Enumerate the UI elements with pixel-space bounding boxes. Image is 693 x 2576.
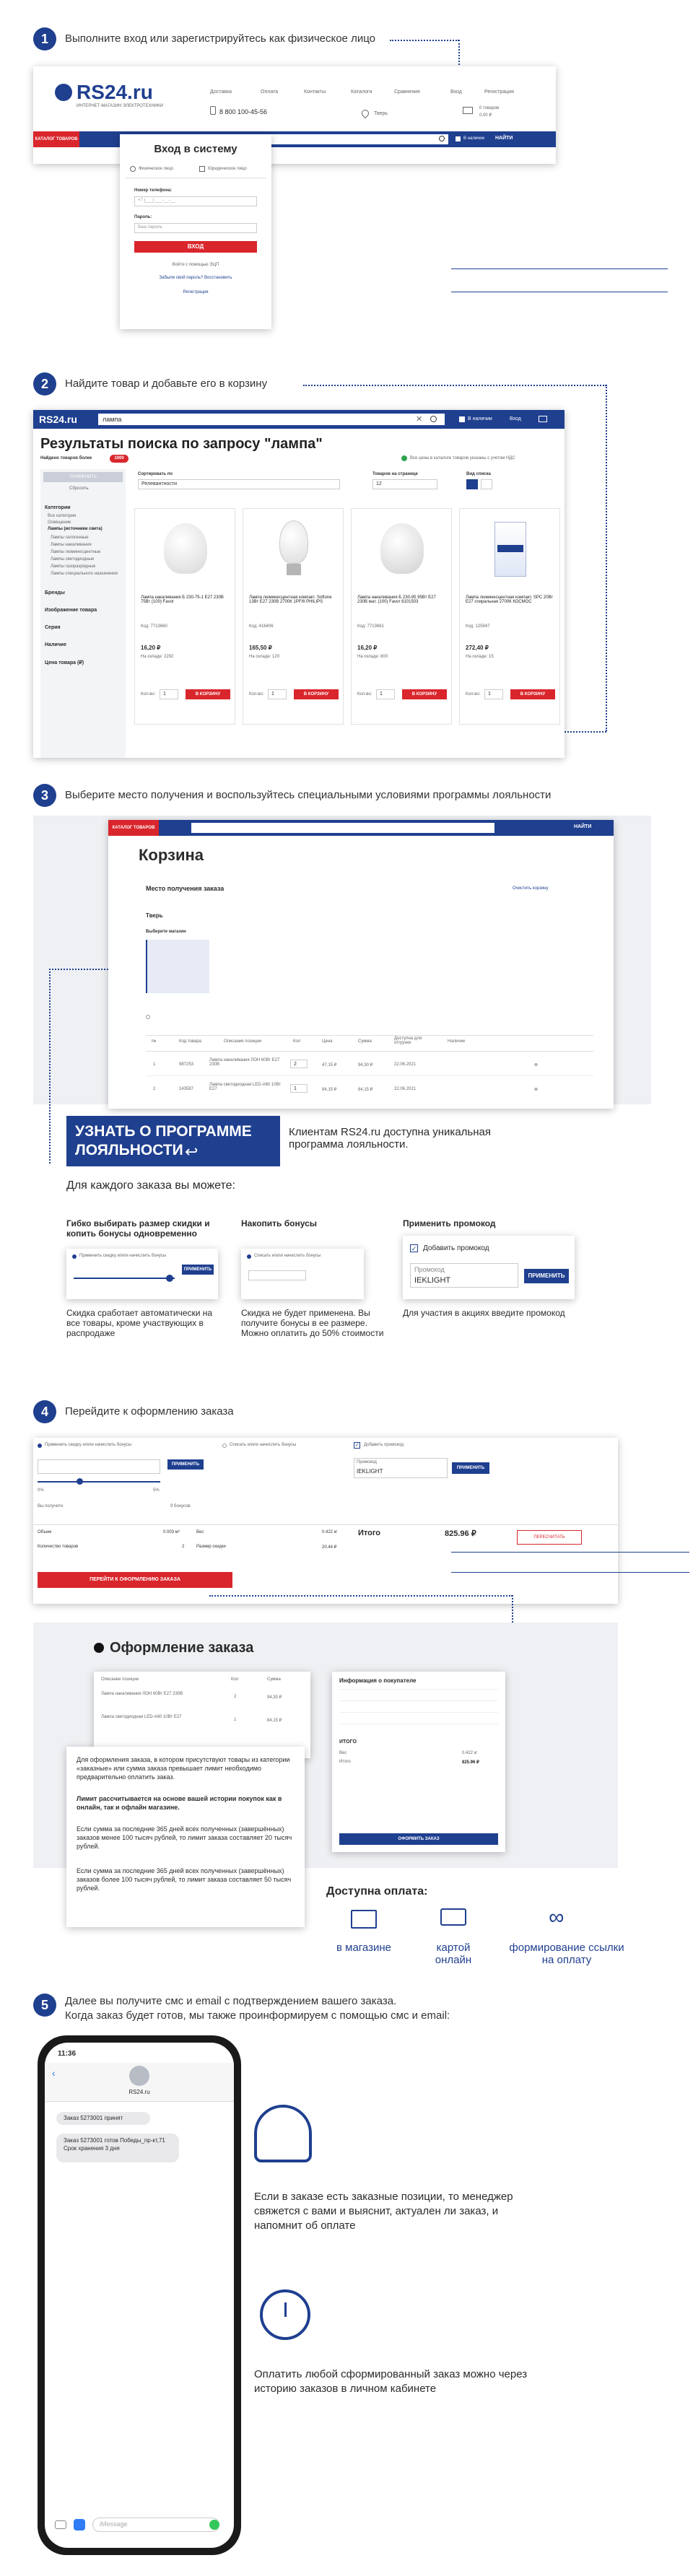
product-card[interactable]	[351, 508, 452, 725]
qty-label: Кол-во:	[357, 692, 372, 697]
sms-1-text: Заказ 5273001 принят	[64, 2115, 123, 2121]
product-price: 165,50 ₽	[249, 645, 272, 651]
filter-lamps[interactable]: Лампы (источники света)	[48, 527, 103, 531]
product-stock: На складе: 120	[249, 655, 280, 659]
filter-categories[interactable]: Категории	[45, 505, 71, 510]
loyalty-text: Клиентам RS24.ru доступна уникальная программа лояльности.	[289, 1126, 491, 1151]
cart-search-input[interactable]	[191, 823, 494, 833]
qty-input[interactable]: 1	[160, 689, 178, 699]
phone-label: Номер телефона:	[134, 188, 173, 193]
arrow-icon: ↩	[185, 1143, 199, 1161]
submit-order-button[interactable]: ОФОРМИТЬ ЗАКАЗ	[339, 1833, 498, 1845]
qty-label: Кол-во:	[141, 692, 156, 697]
weight-value: 0.422 кг	[322, 1530, 338, 1534]
delete-row-icon[interactable]: ⊗	[534, 1088, 539, 1092]
buyer-info-preview	[332, 1672, 505, 1852]
cart-icon[interactable]	[539, 416, 547, 422]
pay-in-store: в магазине	[336, 1942, 391, 1954]
nav-register[interactable]: Регистрация	[484, 89, 514, 95]
checkout-title: Оформление заказа	[110, 1640, 254, 1656]
nav-login[interactable]: Вход	[450, 89, 462, 95]
volume-label: Объем	[38, 1530, 52, 1534]
history-text: Оплатить любой сформированный заказ можно через историю заказов в личном кабинете	[254, 2368, 528, 2395]
manager-text: Если в заказе есть заказные позиции, то менеджер свяжется с вами и выяснит, актуален ли заказ, и напомнит об оплате	[254, 2191, 513, 2232]
product-stock: На складе: 2292	[141, 655, 174, 659]
password-label: Пароль:	[134, 215, 152, 219]
filter-image[interactable]: Изображение товара	[45, 608, 97, 613]
login-title: Вход в систему	[154, 143, 237, 155]
clock-hand	[284, 2302, 287, 2317]
register-link[interactable]: Регистрация	[183, 290, 209, 294]
promo-input-value: IEKLIGHT	[414, 1276, 451, 1285]
checkout-weight-label: Вес	[339, 1751, 347, 1755]
in-stock-checkbox[interactable]	[459, 416, 465, 422]
loyalty-col2-title: Накопить бонусы	[241, 1218, 318, 1228]
product-card[interactable]	[459, 508, 560, 725]
sort-label: Сортировать по	[138, 472, 173, 476]
promo-option: Добавить промокод	[364, 1443, 404, 1447]
vat-note: Все цены в каталоге товаров указаны с учетом НДС	[410, 456, 515, 460]
step-3-title: Выберите место получения и воспользуйтесь специальными условиями программы лояльности	[65, 789, 552, 801]
product-name[interactable]: Лампа люминесцентная компакт. Softone 13Вт E27 230В 2700К 1PF/6 PHILIPS	[249, 595, 332, 604]
row-sum: 84,15 ₽	[358, 1088, 373, 1092]
recalculate-button[interactable]: ПЕРЕСЧИТАТЬ	[517, 1530, 582, 1545]
discount-option-label: Применить скидку и/или начислить бонусы	[79, 1254, 167, 1258]
checkout-button[interactable]: ПЕРЕЙТИ К ОФОРМЛЕНИЮ ЗАКАЗА	[38, 1572, 232, 1588]
store-icon	[351, 1910, 377, 1929]
checkout-item-2[interactable]: Лампа светодиодная LED-A60 10Вт E27	[101, 1715, 182, 1719]
promo-input-label: Промокод	[357, 1460, 377, 1464]
slider-max: 5%	[153, 1488, 160, 1493]
qty-label: Кол-во:	[466, 692, 481, 697]
step-4-number: 4	[33, 1400, 56, 1423]
box-label	[497, 545, 523, 552]
count-label: Количество товаров	[38, 1545, 79, 1549]
in-stock-label: В наличии	[463, 136, 485, 141]
weight-label: Вес	[196, 1530, 204, 1534]
header-cart-sum: 0,00 ₽	[479, 113, 492, 118]
prepayment-note	[66, 1747, 305, 1927]
product-code: Код: 125947	[466, 624, 490, 629]
row-date: 22.06.2021	[394, 1087, 417, 1091]
in-stock-checkbox[interactable]	[456, 136, 461, 141]
briefcase-icon	[199, 166, 205, 172]
discount-radio[interactable]	[72, 1254, 77, 1259]
loyalty-button-line2: ЛОЯЛЬНОСТИ	[75, 1142, 183, 1158]
discount-label: Размер скидки	[196, 1545, 226, 1549]
search-icon[interactable]	[439, 136, 445, 141]
search-results-screenshot	[33, 410, 565, 758]
loyalty-col2-desc: Скидка не будет применена. Вы получите бонусы в ее размере. Можно оплатить до 50% стоимости	[241, 1308, 384, 1338]
person-icon	[130, 166, 136, 172]
search-field[interactable]	[98, 414, 445, 425]
row-qty[interactable]: 2	[290, 1060, 308, 1068]
catalog-button[interactable]: КАТАЛОГ ТОВАРОВ	[108, 820, 159, 836]
checkout-total-value: 825.96 ₽	[462, 1760, 479, 1765]
note-paragraph-1: Для оформления заказа, в котором присутствуют товары из категории «заказные» или сумма заказа превышает лимит необходимо предварительно оплатить заказ.	[77, 1756, 290, 1781]
message-input-placeholder: iMessage	[100, 2520, 128, 2528]
product-price: 16,20 ₽	[141, 645, 161, 651]
row-price: 47,15 ₽	[322, 1063, 337, 1067]
bulb-image[interactable]	[380, 523, 424, 574]
promo-input-label: Промокод	[414, 1266, 445, 1273]
qty-input[interactable]: 1	[268, 689, 287, 699]
delete-row-icon[interactable]: ⊗	[534, 1063, 539, 1067]
note-paragraph-3: Если сумма за последние 365 дней всех полученных (завершённых) заказов менее 100 тысяч рублей, то лимит заказа составляет 20 тысяч рублей.	[77, 1825, 292, 1850]
slider-min: 0%	[38, 1488, 44, 1493]
discount-value: 20.44 ₽	[322, 1545, 337, 1550]
step-3-connector-vertical	[49, 969, 51, 1163]
volume-value: 0.003 м³	[163, 1530, 180, 1534]
row-price: 84,15 ₽	[322, 1088, 337, 1092]
store-card-selected[interactable]	[146, 940, 209, 993]
apply-filter-button[interactable]: ПРИМЕНИТЬ	[43, 472, 123, 482]
cfl-bulb-image[interactable]	[279, 520, 308, 564]
loyalty-col1-title: Гибко выбирать размер скидки и копить бонусы одновременно	[66, 1218, 210, 1239]
pay-by-link: формирование ссылки на оплату	[509, 1942, 624, 1966]
step-5-title-line2: Когда заказ будет готов, мы также проинформируем с помощью смс и email:	[65, 2009, 450, 2022]
cart-title: Корзина	[139, 846, 204, 864]
col-desc: Описание позиции	[101, 1677, 139, 1682]
col-stock: Наличие	[448, 1039, 466, 1044]
slider-handle[interactable]	[77, 1478, 83, 1485]
checkout-weight-value: 0.422 кг	[462, 1751, 478, 1755]
back-icon[interactable]: ‹	[52, 2067, 56, 2079]
slider-handle[interactable]	[166, 1275, 173, 1282]
step-1-title: Выполните вход или зарегистрируйтесь как физическое лицо	[65, 32, 375, 45]
bonus-label: Вы получите	[38, 1504, 64, 1509]
bonus-value: 9 бонусов	[170, 1504, 191, 1509]
promo-checkbox[interactable]: ✓	[411, 1245, 417, 1252]
step-5-title-line1: Далее вы получите смс и email с подтверждением вашего заказа.	[65, 1995, 397, 2007]
product-price: 16,20 ₽	[357, 645, 378, 651]
step-1-connector	[390, 40, 459, 41]
buyer-info-title: Информация о покупателе	[339, 1677, 417, 1684]
per-page-label: Товаров на странице	[372, 472, 418, 476]
clear-search-icon[interactable]: ✕	[416, 415, 423, 424]
info-dot-icon	[401, 455, 407, 461]
order-summary-screenshot	[33, 1438, 618, 1604]
filter-sub-discharge[interactable]: Лампы газоразрядные	[51, 564, 96, 569]
forgot-password-link[interactable]: Забыли свой пароль? Восстановить	[159, 276, 232, 280]
appstore-icon[interactable]	[74, 2519, 85, 2531]
total-label: Итого	[358, 1529, 381, 1537]
loyalty-col1-desc: Скидка сработает автоматически на все товары, кроме участвующих в распродаже	[66, 1308, 213, 1338]
promo-apply-button[interactable]: ПРИМЕНИТЬ	[524, 1269, 569, 1283]
sms-2-text: Заказ 5273001 готов Победы_пр-кт,71 Срок хранения 3 дня	[64, 2137, 165, 2152]
list-view-icon[interactable]	[481, 479, 492, 489]
contact-avatar[interactable]	[129, 2066, 149, 2086]
discount-apply-button[interactable]: ПРИМЕНИТЬ	[182, 1265, 214, 1275]
password-input[interactable]: Ваш пароль	[134, 223, 257, 233]
link-icon: ∞	[549, 1905, 565, 1929]
filter-sub-led[interactable]: Лампы светодиодные	[51, 557, 95, 562]
search-icon[interactable]	[430, 416, 437, 422]
mini-logo[interactable]: RS24.ru	[39, 414, 77, 425]
filter-sub-incandescent[interactable]: Лампы накаливания	[51, 543, 92, 547]
header-search-button[interactable]: НАЙТИ	[495, 136, 513, 141]
product-name[interactable]: Лампа накаливания Б 230-95 95Вт E27 230В мат. (100) Favor 8101503	[357, 595, 436, 604]
bonus-option-label: Списать и/или начислить бонусы	[254, 1254, 321, 1258]
qty-input[interactable]: 1	[484, 689, 503, 699]
product-stock: На складе: 800	[357, 655, 388, 659]
nav-catalogs[interactable]: Каталоги	[351, 89, 372, 95]
bonus-option: Списать и/или начислить бонусы	[230, 1443, 297, 1447]
header-city[interactable]: Тверь	[374, 111, 388, 116]
loyalty-button-line1: УЗНАТЬ О ПРОГРАММЕ	[75, 1123, 252, 1140]
phone-icon	[210, 106, 216, 115]
row-desc[interactable]: Лампа накаливания ЛОН 60Вт E27 230В	[209, 1058, 280, 1067]
place-title: Место получения заказа	[146, 885, 225, 892]
camera-icon[interactable]	[55, 2520, 66, 2529]
qty-label: Кол-во:	[249, 692, 264, 697]
col-qty: Кол	[293, 1039, 301, 1044]
filter-sidebar	[40, 469, 126, 758]
login-ecp-link[interactable]: Войти с помощью ЭЦП	[172, 263, 219, 267]
card-icon	[440, 1908, 466, 1926]
filter-brands[interactable]: Бренды	[45, 590, 65, 595]
add-to-cart-button[interactable]: В КОРЗИНУ	[402, 689, 447, 699]
row-code: 987253	[179, 1062, 194, 1067]
bonus-input[interactable]	[248, 1270, 306, 1280]
header-cart-count: 0 товаров	[479, 106, 500, 110]
add-to-cart-button[interactable]: В КОРЗИНУ	[294, 689, 339, 699]
discount-amount-box[interactable]	[38, 1459, 160, 1474]
col-sum: Сумма	[358, 1039, 372, 1044]
found-count-badge: 1000	[110, 455, 128, 463]
checkout-items-preview	[94, 1672, 310, 1758]
row-code: 143587	[179, 1087, 194, 1091]
add-to-cart-button[interactable]: В КОРЗИНУ	[186, 689, 230, 699]
phone-screen	[45, 2043, 234, 2548]
cart-icon[interactable]	[463, 107, 473, 114]
catalog-button[interactable]: КАТАЛОГ ТОВАРОВ	[33, 131, 79, 147]
nav-payment[interactable]: Оплата	[261, 89, 279, 95]
product-card[interactable]	[134, 508, 235, 725]
qty-input[interactable]: 1	[376, 689, 395, 699]
bullet-dot	[94, 1643, 104, 1653]
nav-contacts[interactable]: Контакты	[304, 89, 326, 95]
manager-headset-icon	[254, 2105, 312, 2162]
choose-store-label: Выберите магазин	[146, 930, 186, 934]
discount-radio[interactable]	[38, 1444, 42, 1448]
found-label: Найдено товаров более	[40, 456, 92, 460]
sender-name: RS24.ru	[128, 2089, 150, 2095]
product-stock: На складе: 15	[466, 655, 494, 659]
send-icon[interactable]	[209, 2520, 219, 2530]
reset-filter-button[interactable]: Сбросить	[69, 486, 89, 491]
step-3-connector	[49, 969, 108, 970]
col-price: Цена	[322, 1039, 333, 1044]
bonus-radio[interactable]	[247, 1254, 251, 1259]
tab-company[interactable]: Юридическое лицо	[208, 167, 247, 171]
checkout-item-1-qty: 2	[234, 1695, 237, 1699]
site-logo-subtitle: ИНТЕРНЕТ-МАГАЗИН ЭЛЕКТРОТЕХНИКИ	[77, 104, 163, 108]
row-desc[interactable]: Лампа светодиодная LED-A60 10Вт E27	[209, 1083, 282, 1091]
per-page-select[interactable]: 12	[372, 479, 437, 489]
in-stock-label: В наличии	[468, 416, 492, 422]
step-4-title: Перейдите к оформлению заказа	[65, 1405, 234, 1418]
product-name[interactable]: Лампа люминесцентная компакт. SPC 20Вт E27 спиральная 2700К КОСМОС	[466, 595, 554, 604]
row-date: 22.06.2021	[394, 1062, 417, 1067]
decor-line-4	[451, 1572, 689, 1573]
row-qty[interactable]: 1	[290, 1084, 308, 1093]
filter-sub-fluorescent[interactable]: Лампы люминесцентные	[51, 550, 101, 554]
bulb-base	[287, 564, 301, 575]
payment-title: Доступна оплата:	[326, 1885, 428, 1898]
tab-individual[interactable]: Физическое лицо	[139, 167, 174, 171]
checkout-item-1-sum: 94,30 ₽	[267, 1695, 282, 1700]
rs24-logo-icon	[55, 84, 72, 101]
discount-slider[interactable]	[38, 1481, 160, 1483]
cart-search-button[interactable]: НАЙТИ	[574, 824, 592, 829]
results-title: Результаты поиска по запросу "лампа"	[40, 436, 323, 452]
product-code: Код: 7713660	[141, 624, 167, 629]
col-sum: Сумма	[267, 1677, 281, 1682]
nav-compare[interactable]: Сравнение	[394, 89, 420, 95]
view-label: Вид списка	[466, 472, 491, 476]
sort-select[interactable]: Релевантности	[138, 479, 340, 489]
discount-option: Применить скидку и/или начислить бонусы	[45, 1443, 132, 1447]
city-name[interactable]: Тверь	[146, 912, 163, 919]
product-card[interactable]	[243, 508, 344, 725]
col-code: Код товара	[179, 1039, 202, 1044]
promo-checkbox[interactable]: ✓	[354, 1443, 359, 1448]
loyalty-col3-title: Применить промокод	[403, 1218, 496, 1228]
bonus-preview	[241, 1249, 364, 1299]
step-1-number: 1	[33, 27, 56, 51]
loyalty-col3-desc: Для участия в акциях введите промокод	[403, 1308, 565, 1318]
col-available: Доступна для отгрузки	[394, 1036, 422, 1045]
step-4-connector	[209, 1595, 513, 1597]
step-2-connector	[303, 385, 606, 386]
clear-cart-link[interactable]: Очистить корзину	[513, 886, 549, 891]
each-order-title: Для каждого заказа вы можете:	[66, 1179, 236, 1192]
filter-availability[interactable]: Наличие	[45, 642, 66, 647]
delivery-radio[interactable]	[146, 1015, 150, 1019]
note-paragraph-4: Если сумма за последние 365 дней всех полученных (завершённых) заказов более 100 тысяч рублей, то лимит заказа составляет 50 тысяч рублей.	[77, 1867, 292, 1892]
step-2-title: Найдите товар и добавьте его в корзину	[65, 377, 268, 390]
product-code: Код: 416406	[249, 624, 274, 629]
note-paragraph-2: Лимит рассчитывается на основе вашей истории покупок как в онлайн, так и офлайн магазине.	[77, 1795, 282, 1811]
checkout-item-2-qty: 1	[234, 1718, 237, 1722]
bonus-radio[interactable]	[222, 1444, 227, 1448]
filter-sub-special[interactable]: Лампы специального назначения	[51, 572, 118, 576]
filter-series[interactable]: Серия	[45, 625, 61, 630]
promo-preview	[403, 1236, 575, 1299]
count-value: 2	[182, 1545, 185, 1549]
row-number: 1	[153, 1062, 156, 1067]
cart-screenshot	[108, 820, 614, 1109]
enter-link[interactable]: Вход	[510, 416, 521, 422]
col-number: №	[152, 1039, 157, 1044]
product-price: 272,40 ₽	[466, 645, 489, 651]
promo-apply-button[interactable]: ПРИМЕНИТЬ	[452, 1462, 489, 1474]
total-value: 825.96 ₽	[445, 1529, 476, 1538]
promo-option-label: Добавить промокод	[423, 1244, 489, 1252]
phone-input[interactable]: +7 (___) ___-__-__	[134, 196, 257, 206]
checkout-total-title: ИТОГО	[339, 1739, 357, 1745]
decor-line-3	[451, 1552, 689, 1553]
col-desc: Описание позиции	[224, 1039, 262, 1044]
checkout-item-2-sum: 84,15 ₽	[267, 1719, 282, 1723]
bulb-image[interactable]	[164, 523, 207, 574]
filter-price[interactable]: Цена товара (₽)	[45, 660, 84, 665]
nav-delivery[interactable]: Доставка	[210, 89, 232, 95]
header-phone[interactable]: 8 800 100-45-56	[219, 108, 268, 115]
pay-card-online: картой онлайн	[435, 1942, 472, 1966]
discount-slider[interactable]	[74, 1278, 175, 1279]
location-pin-icon	[360, 108, 370, 118]
filter-sub-halogen[interactable]: Лампы галогенные	[51, 536, 89, 540]
col-qty: Кол	[231, 1677, 239, 1682]
discount-slider-preview	[66, 1249, 218, 1299]
add-to-cart-button[interactable]: В КОРЗИНУ	[510, 689, 555, 699]
promo-input-value: IEKLIGHT	[357, 1468, 383, 1475]
login-submit-button[interactable]: ВХОД	[134, 241, 257, 253]
search-field-value: лампа	[103, 416, 122, 423]
filter-lighting[interactable]: Освещение	[48, 520, 71, 525]
step-5-number: 5	[33, 1994, 56, 2017]
grid-view-icon[interactable]	[466, 479, 478, 489]
step-3-number: 3	[33, 784, 56, 807]
decor-line-1	[451, 268, 668, 269]
step-2-connector-vertical	[606, 385, 607, 731]
discount-apply-button[interactable]: ПРИМЕНИТЬ	[167, 1459, 204, 1470]
checkout-total-label: Итого	[339, 1760, 351, 1764]
row-number: 2	[153, 1087, 156, 1091]
checkout-item-1[interactable]: Лампа накаливания ЛОН 60Вт E27 230В	[101, 1692, 183, 1696]
site-logo[interactable]: RS24.ru	[77, 81, 153, 103]
product-name[interactable]: Лампа накаливания Б 230-75-1 E27 230В 75Вт (100) Favor	[141, 595, 224, 604]
product-code: Код: 7713661	[357, 624, 384, 629]
row-sum: 94,30 ₽	[358, 1063, 373, 1067]
login-modal	[120, 134, 271, 329]
step-2-number: 2	[33, 372, 56, 396]
filter-all-categories[interactable]: Все категории	[48, 514, 77, 518]
phone-time: 11:36	[58, 2050, 77, 2058]
site-header-screenshot	[33, 66, 556, 164]
